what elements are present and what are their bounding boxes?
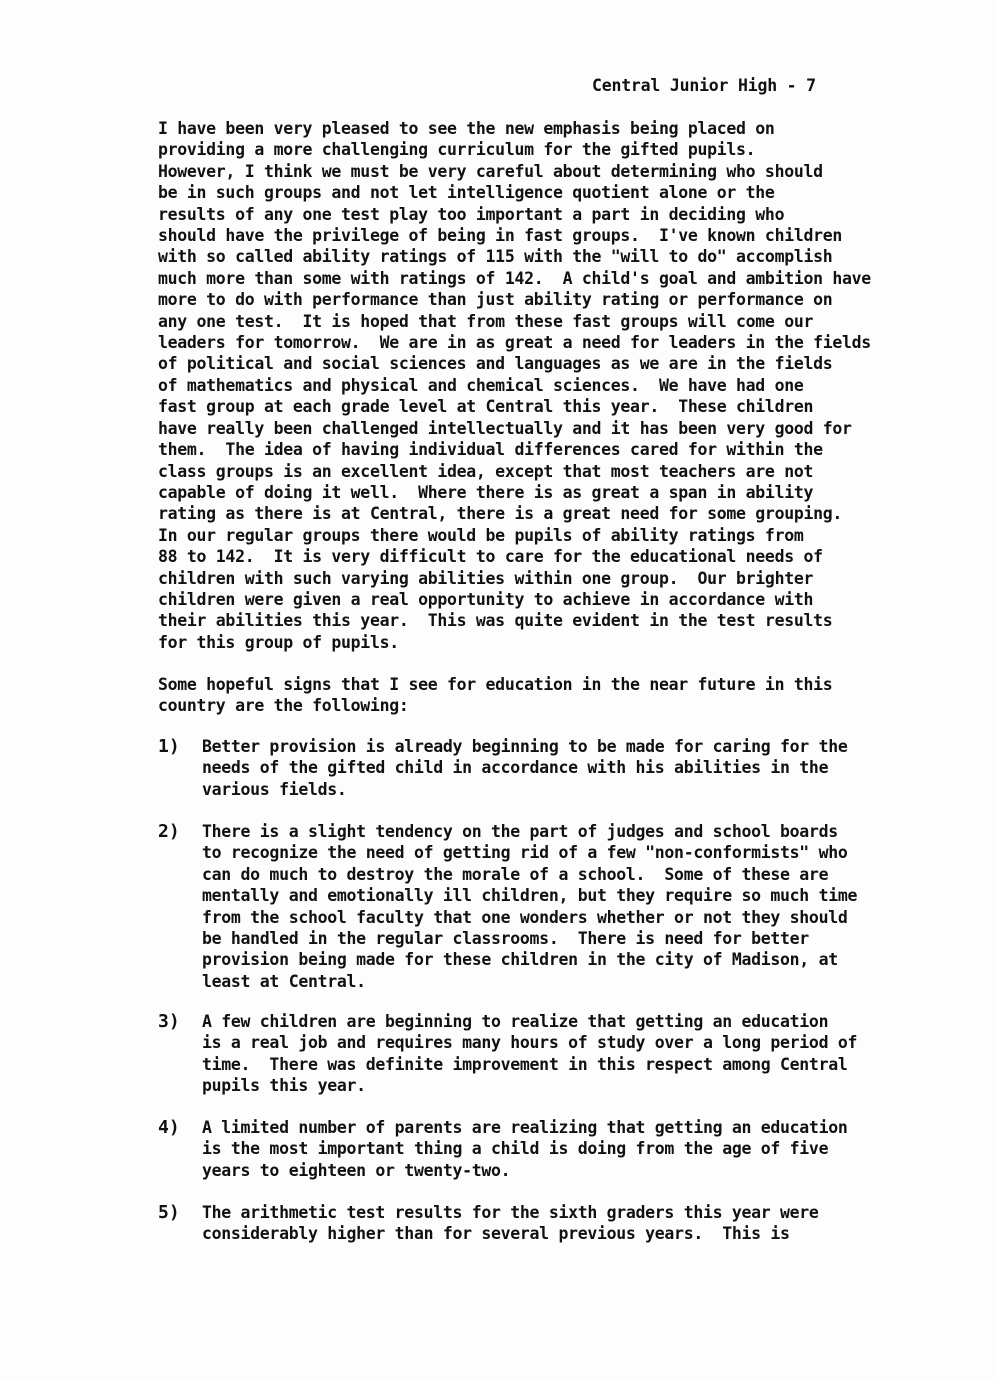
text-line: capable of doing it well. Where there is as great a span in ability	[158, 482, 814, 502]
text-line: years to eighteen or twenty-two.	[202, 1160, 511, 1180]
text-line: providing a more challenging curriculum for the gifted pupils.	[158, 140, 756, 160]
text-line: should have the privilege of being in fast groups. I've known children	[158, 226, 843, 246]
text-line: needs of the gifted child in accordance with his abilities in the	[202, 758, 829, 778]
paragraph-gifted-pupils	[158, 118, 871, 653]
page-header: Central Junior High - 7	[592, 76, 816, 95]
item-number: 3)	[158, 1011, 180, 1032]
text-line: least at Central.	[202, 971, 366, 991]
text-line: Some hopeful signs that I see for education in the near future in this	[158, 675, 833, 694]
text-line: with so called ability ratings of 115 with the "will to do" accomplish	[158, 247, 833, 267]
text-line: I have been very pleased to see the new emphasis being placed on	[158, 119, 775, 138]
text-line: is a real job and requires many hours of study over a long period of	[202, 1033, 858, 1053]
text-line: class groups is an excellent idea, except that most teachers are not	[158, 461, 814, 481]
text-line: more to do with performance than just ability rating or performance on	[158, 290, 833, 310]
text-line: to recognize the need of getting rid of a few "non-conformists" who	[202, 843, 848, 863]
text-line: In our regular groups there would be pupils of ability ratings from	[158, 525, 804, 545]
text-line: pupils this year.	[202, 1076, 366, 1096]
item-text	[202, 1202, 819, 1245]
text-line: provision being made for these children in the city of Madison, at	[202, 950, 838, 970]
text-line: leaders for tomorrow. We are in as great a need for leaders in the fields	[158, 333, 871, 353]
item-number: 5)	[158, 1202, 180, 1223]
text-line: children were given a real opportunity to achieve in accordance with	[158, 589, 814, 609]
text-line: considerably higher than for several previous years. This is	[202, 1224, 790, 1244]
item-number: 1)	[158, 736, 180, 757]
text-line: country are the following:	[158, 696, 409, 716]
text-line: is the most important thing a child is doing from the age of five	[202, 1139, 829, 1159]
text-line: time. There was definite improvement in this respect among Central	[202, 1054, 848, 1074]
text-line: be handled in the regular classrooms. There is need for better	[202, 929, 809, 949]
text-line: Better provision is already beginning to be made for caring for the	[202, 737, 848, 756]
text-line: However, I think we must be very careful about determining who should	[158, 161, 823, 181]
text-line: from the school faculty that one wonders whether or not they should	[202, 907, 848, 927]
text-line: A limited number of parents are realizing that getting an education	[202, 1118, 848, 1137]
text-line: any one test. It is hoped that from these fast groups will come our	[158, 311, 814, 331]
text-line: for this group of pupils.	[158, 632, 399, 652]
text-line: results of any one test play too important a part in deciding who	[158, 204, 785, 224]
item-number: 2)	[158, 821, 180, 842]
text-line: have really been challenged intellectually and it has been very good for	[158, 418, 852, 438]
text-line: 88 to 142. It is very difficult to care for the educational needs of	[158, 547, 823, 567]
text-line: them. The idea of having individual differences cared for within the	[158, 440, 823, 460]
text-line: much more than some with ratings of 142. A child's goal and ambition have	[158, 268, 871, 288]
text-line: their abilities this year. This was quite evident in the test results	[158, 611, 833, 631]
text-line: A few children are beginning to realize that getting an education	[202, 1012, 829, 1031]
text-line: of mathematics and physical and chemical sciences. We have had one	[158, 375, 804, 395]
text-line: There is a slight tendency on the part of judges and school boards	[202, 822, 838, 841]
text-line: mentally and emotionally ill children, but they require so much time	[202, 886, 858, 906]
text-line: rating as there is at Central, there is a great need for some grouping.	[158, 504, 843, 524]
item-number: 4)	[158, 1117, 180, 1138]
text-line: can do much to destroy the morale of a school. Some of these are	[202, 864, 829, 884]
item-text	[202, 736, 847, 800]
item-text	[202, 1011, 857, 1097]
text-line: be in such groups and not let intelligence quotient alone or the	[158, 183, 775, 203]
text-line: The arithmetic test results for the sixth graders this year were	[202, 1203, 819, 1222]
text-line: various fields.	[202, 779, 347, 799]
paragraph-hopeful-signs	[158, 674, 832, 717]
text-line: children with such varying abilities within one group. Our brighter	[158, 568, 814, 588]
text-line: of political and social sciences and languages as we are in the fields	[158, 354, 833, 374]
item-text	[202, 1117, 847, 1181]
text-line: fast group at each grade level at Central this year. These children	[158, 397, 814, 417]
item-text	[202, 821, 857, 992]
